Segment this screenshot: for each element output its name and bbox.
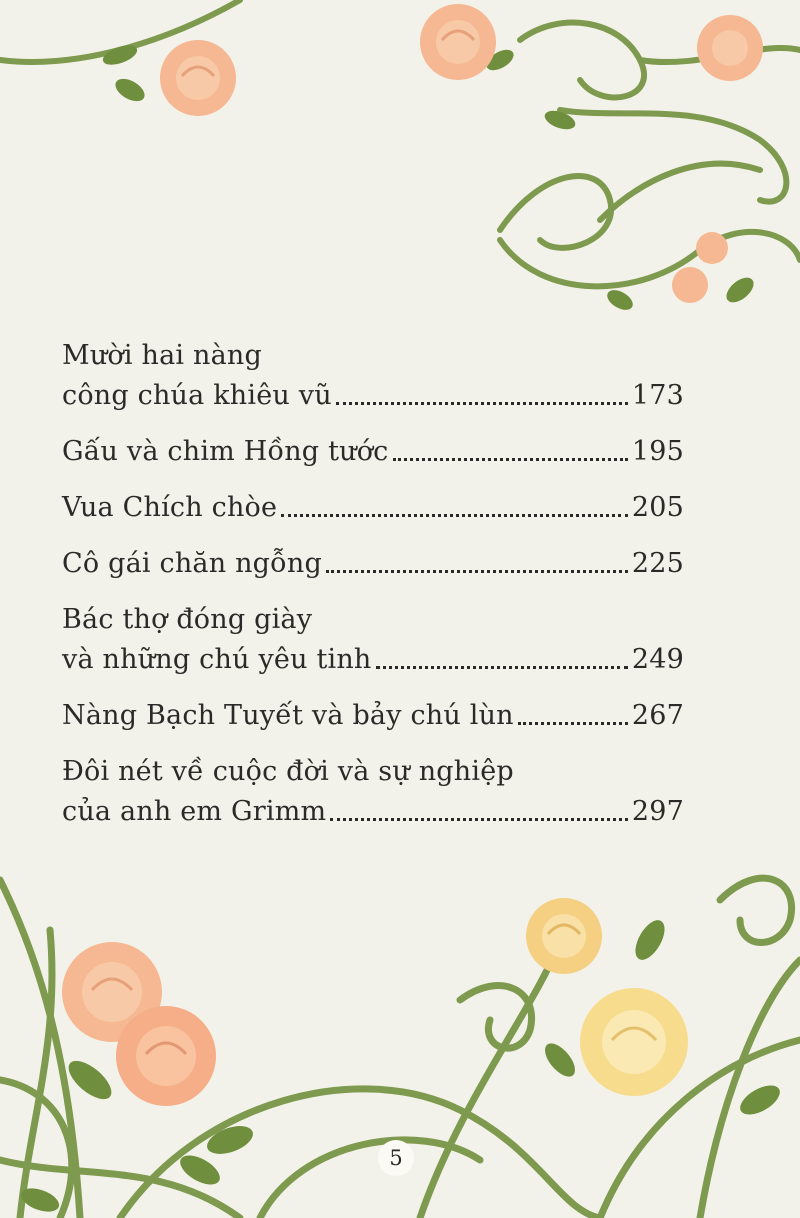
toc-entry-page: 205 (631, 492, 684, 523)
toc-entry-title: Mười hai nàng (62, 340, 262, 371)
dot-leader (518, 721, 628, 725)
toc-entry-page: 297 (631, 796, 684, 827)
table-of-contents (62, 336, 684, 832)
toc-entry-page: 173 (631, 380, 684, 411)
toc-entry[interactable] (62, 696, 684, 736)
toc-entry[interactable] (62, 544, 684, 584)
toc-entry-title: Bác thợ đóng giày (62, 604, 313, 635)
dot-leader (336, 401, 628, 405)
toc-entry-page: 225 (631, 548, 684, 579)
toc-entry-title: Gấu và chim Hồng tước (62, 436, 389, 467)
toc-entry-page: 249 (631, 644, 684, 675)
toc-entry[interactable] (62, 752, 684, 832)
toc-entry[interactable] (62, 336, 684, 416)
toc-entry-title: Vua Chích chòe (62, 492, 278, 523)
toc-entry-title: Cô gái chăn ngỗng (62, 548, 322, 579)
dot-leader (281, 513, 628, 517)
toc-entry[interactable] (62, 488, 684, 528)
toc-entry-page: 195 (631, 436, 684, 467)
toc-entry-page: 267 (631, 700, 684, 731)
toc-entry-title: của anh em Grimm (62, 796, 327, 827)
dot-leader (330, 817, 628, 821)
page-number: 5 (378, 1140, 414, 1176)
dot-leader (326, 569, 628, 573)
toc-entry-title: Đôi nét về cuộc đời và sự nghiệp (62, 756, 514, 787)
dot-leader (393, 457, 628, 461)
toc-entry[interactable] (62, 432, 684, 472)
toc-entry-title: Nàng Bạch Tuyết và bảy chú lùn (62, 700, 514, 731)
dot-leader (376, 665, 628, 669)
toc-entry[interactable] (62, 600, 684, 680)
toc-entry-title: công chúa khiêu vũ (62, 380, 332, 411)
toc-entry-title: và những chú yêu tinh (62, 644, 372, 675)
